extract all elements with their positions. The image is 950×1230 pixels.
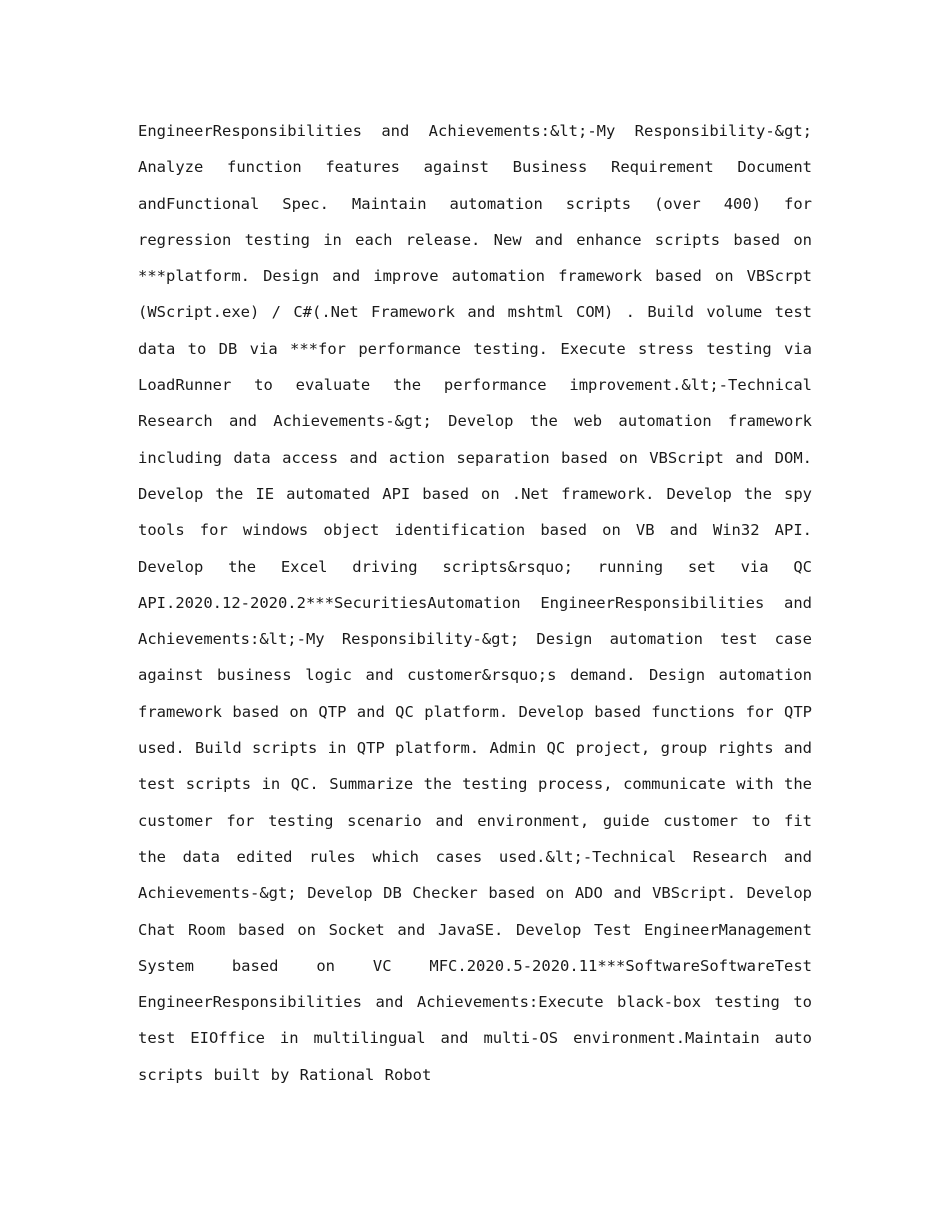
body-paragraph: EngineerResponsibilities and Achievements:&lt;-My Responsibility-&gt; Analyze function features against Business Requirement Document andFunctional Spec. Maintain automation scripts (over 400) for regression testing in each release. New and enhance scripts based on ***platform. Design and improve automation framework based on VBScrpt (WScript.exe) / C#(.Net Framework and mshtml COM) . Build volume test data to DB via ***for performance testing. Execute stress testing via LoadRunner to evaluate the performance improvement.&lt;-Technical Research and Achievements-&gt; Develop the web automation framework including data access and action separation based on VBScript and DOM. Develop the IE automated API based on .Net framework. Develop the spy tools for windows object identification based on VB and Win32 API. Develop the Excel driving scripts&rsquo; running set via QC API.2020.12-2020.2***SecuritiesAutomation EngineerResponsibilities and Achievements:&lt;-My Responsibility-&gt; Design automation test case against business logic and customer&rsquo;s demand. Design automation framework based on QTP and QC platform. Develop based functions for QTP used. Build scripts in QTP platform. Admin QC project, group rights and test scripts in QC. Summarize the testing process, communicate with the customer for testing scenario and environment, guide customer to fit the data edited rules which cases used.&lt;-Technical Research and Achievements-&gt; Develop DB Checker based on ADO and VBScript. Develop Chat Room based on Socket and JavaSE. Develop Test EngineerManagement System based on VC MFC.2020.5-2020.11***SoftwareSoftwareTest EngineerResponsibilities and Achievements:Execute black-box testing to test EIOffice in multilingual and multi-OS environment.Maintain auto scripts built by Rational Robot bbox=[138, 122, 812, 1084]
